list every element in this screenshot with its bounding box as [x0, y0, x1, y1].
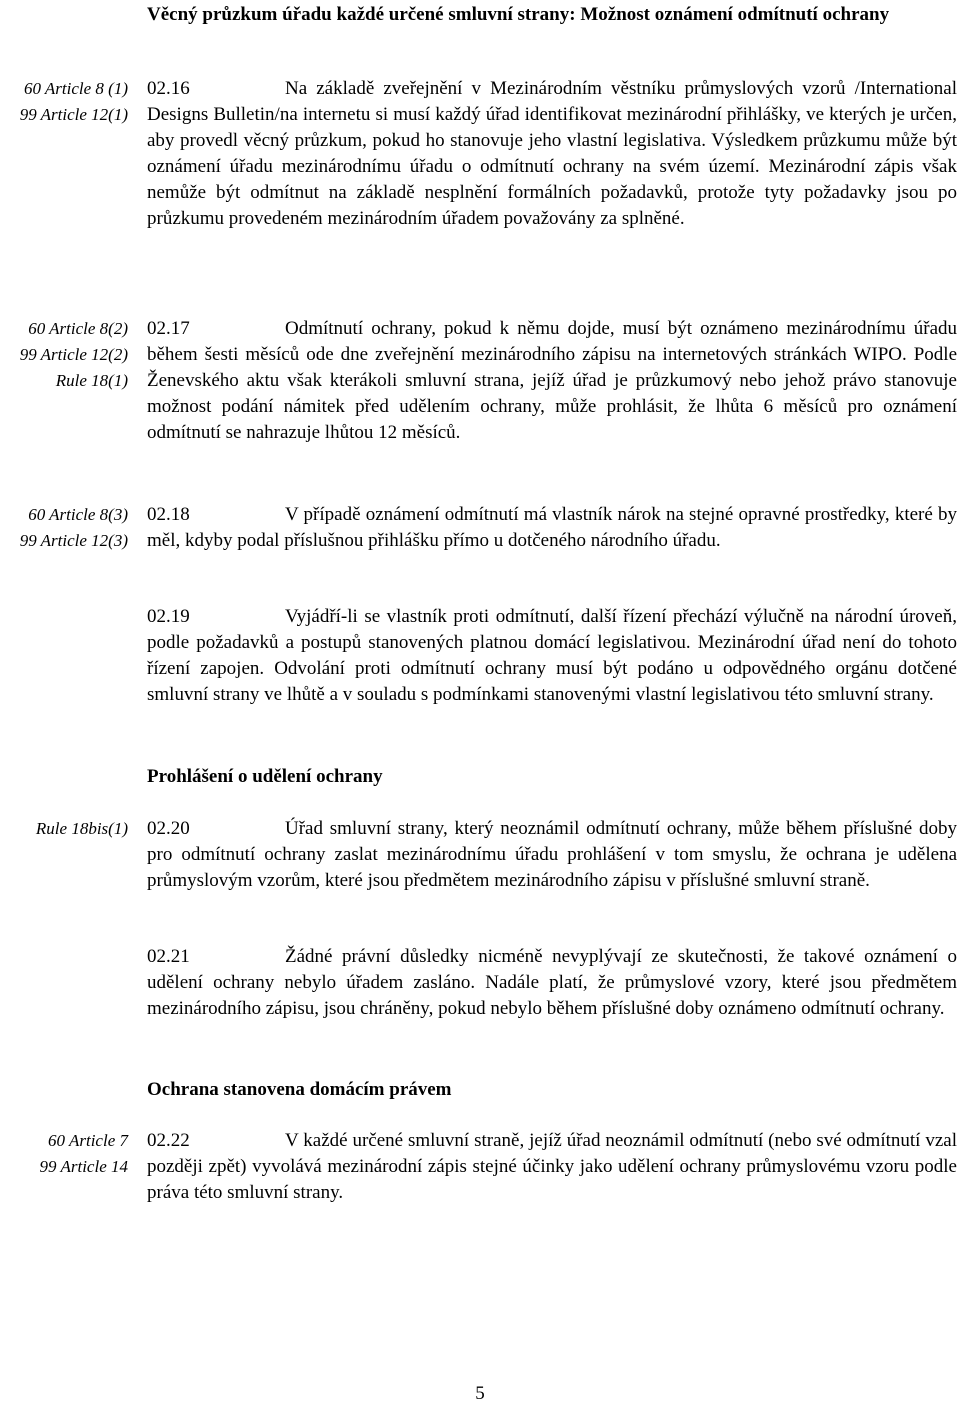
- margin-ref: 99 Article 14: [39, 1157, 128, 1176]
- section-heading: Ochrana stanovena domácím právem: [147, 1079, 452, 1100]
- paragraph-text: Na základě zveřejnění v Mezinárodním věstníku průmyslových vzorů /International Designs Bulletin/na internetu si musí každý úřad identifikovat mezinárodní přihlášky, ve kterých je určen, aby provedl věcný průzkum, pokud ho stanovuje jeho vlastní legislativa. Výsledkem průzkumu může být oznámení úřadu mezinárodnímu úřadu o odmítnutí ochrany na svém území. Mezinárodní zápis však nemůže být odmítnut na základě nesplnění formálních požadavků, protože tyty požadavky jsou po průzkumu provedeném mezinárodním úřadem považovány za splněné.: [147, 78, 957, 229]
- paragraph-text: V každé určené smluvní straně, jejíž úřad neoznámil odmítnutí (nebo své odmítnutí vzal později zpět) vyvolává mezinárodní zápis stejné účinky jako udělení ochrany průmyslovému vzoru podle práva této smluvní strany.: [147, 1130, 957, 1203]
- paragraph-0219: [147, 604, 957, 708]
- paragraph-number: 02.19: [147, 606, 190, 627]
- paragraph-text: Žádné právní důsledky nicméně nevyplývají ze skutečnosti, že takové oznámení o udělení ochrany nebylo úřadem zasláno. Nadále platí, že průmyslové vzory, které jsou předmětem mezinárodního zápisu, jsou chráněny, pokud nebylo během příslušné doby oznámeno odmítnutí ochrany.: [147, 946, 957, 1019]
- paragraph-0221: [147, 944, 957, 1022]
- paragraph-text: Úřad smluvní strany, který neoznámil odmítnutí ochrany, může během příslušné doby pro odmítnutí ochrany zaslat mezinárodnímu úřadu prohlášení v tom smyslu, že ochrana je udělena průmyslovým vzorům, které jsou předmětem mezinárodního zápisu v příslušné smluvní straně.: [147, 818, 957, 891]
- margin-refs-0222: [0, 1128, 128, 1180]
- section-heading: Prohlášení o udělení ochrany: [147, 766, 383, 787]
- margin-ref: 60 Article 7: [48, 1131, 128, 1150]
- margin-refs-0218: [0, 502, 128, 554]
- paragraph-number: 02.18: [147, 504, 190, 525]
- margin-refs-0220: [0, 816, 128, 842]
- page-number: 5: [475, 1383, 485, 1404]
- paragraph-0217: [147, 316, 957, 446]
- margin-ref: Rule 18bis(1): [35, 819, 128, 838]
- paragraph-number: 02.17: [147, 318, 190, 339]
- paragraph-number: 02.20: [147, 818, 190, 839]
- margin-ref: 60 Article 8(3): [28, 505, 128, 524]
- paragraph-0216: [147, 76, 957, 232]
- paragraph-number: 02.21: [147, 946, 190, 967]
- margin-ref: Rule 18(1): [55, 371, 128, 390]
- paragraph-0222: [147, 1128, 957, 1206]
- paragraph-number: 02.16: [147, 78, 190, 99]
- paragraph-0218: [147, 502, 957, 554]
- margin-refs-0217: [0, 316, 128, 394]
- margin-ref: 60 Article 8(2): [28, 319, 128, 338]
- page-title: Věcný průzkum úřadu každé určené smluvní strany: Možnost oznámení odmítnutí ochrany: [147, 4, 890, 25]
- paragraph-text: Odmítnutí ochrany, pokud k němu dojde, musí být oznámeno mezinárodnímu úřadu během šesti měsíců ode dne zveřejnění mezinárodního zápisu na internetových stránkách WIPO. Podle Ženevského aktu však kterákoli smluvní strana, jejíž úřad je průzkumový nebo jehož právo stanovuje možnost podání námitek před udělením ochrany, může prohlásit, že lhůta 6 měsíců pro oznámení odmítnutí se nahrazuje lhůtou 12 měsíců.: [147, 318, 957, 443]
- margin-ref: 99 Article 12(3): [19, 531, 128, 550]
- paragraph-text: Vyjádří-li se vlastník proti odmítnutí, další řízení přechází výlučně na národní úroveň, podle požadavků a postupů stanovených platnou domácí legislativou. Mezinárodní úřad není do tohoto řízení zapojen. Odvolání proti odmítnutí ochrany musí být podáno u odpovědného orgánu dotčené smluvní strany ve lhůtě a v souladu s podmínkami stanovenými vlastní legislativou této smluvní strany.: [147, 606, 957, 705]
- margin-ref: 60 Article 8 (1): [23, 79, 128, 98]
- paragraph-0220: [147, 816, 957, 894]
- paragraph-text: V případě oznámení odmítnutí má vlastník nárok na stejné opravné prostředky, které by měl, kdyby podal příslušnou přihlášku přímo u dotčeného národního úřadu.: [147, 504, 957, 551]
- paragraph-number: 02.22: [147, 1130, 190, 1151]
- margin-ref: 99 Article 12(2): [19, 345, 128, 364]
- margin-ref: 99 Article 12(1): [19, 105, 128, 124]
- margin-refs-0216: [0, 76, 128, 128]
